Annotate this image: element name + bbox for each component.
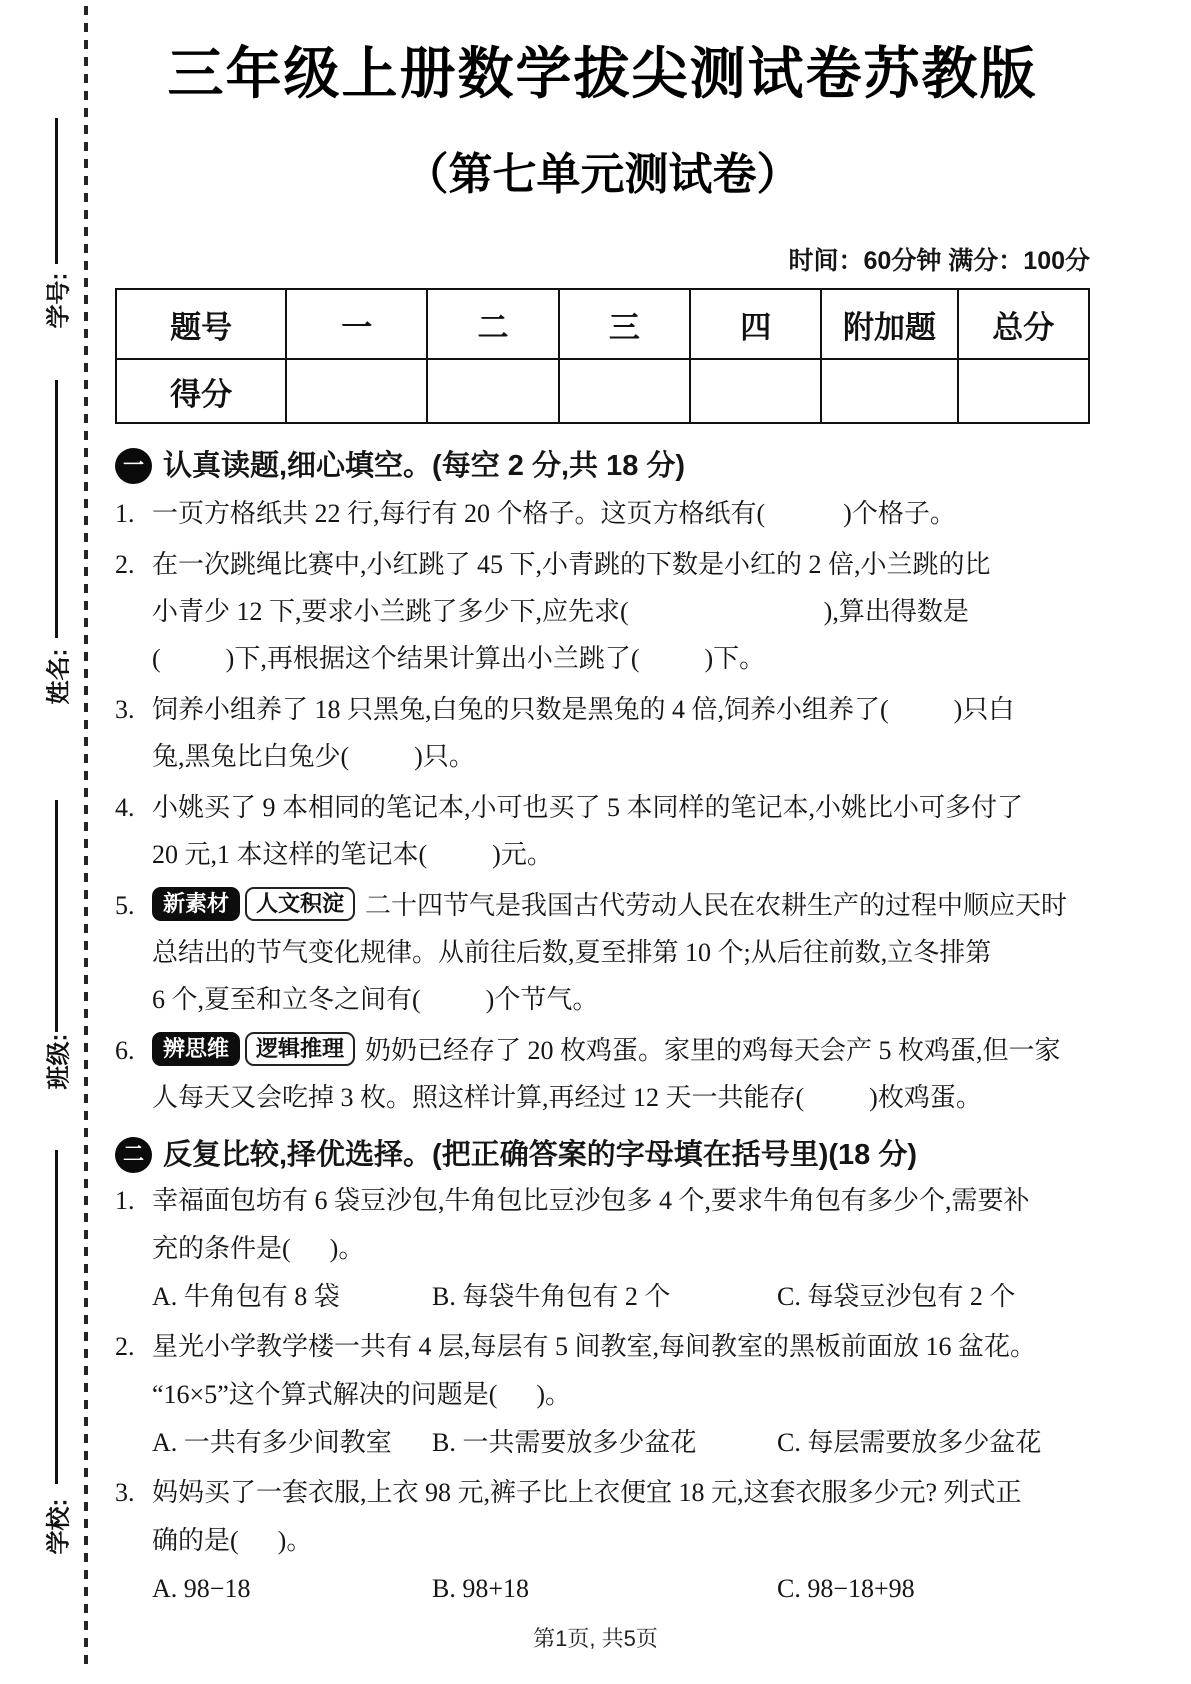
question-line: 饲养小组养了 18 只黑兔,白兔的只数是黑兔的 4 倍,饲养小组养了( )只白	[152, 695, 1015, 724]
score-table-col: 四	[690, 289, 821, 359]
score-table-col: 三	[559, 289, 690, 359]
student-id-label: 学号:	[45, 272, 73, 329]
section-2	[115, 1135, 1090, 1613]
question-number: 2.	[115, 550, 135, 579]
question-number: 3.	[115, 695, 135, 724]
choices-row	[152, 1419, 1090, 1467]
question-line: 妈妈买了一套衣服,上衣 98 元,裤子比上衣便宜 18 元,这套衣服多少元? 列式正	[152, 1478, 1022, 1507]
question-line: 在一次跳绳比赛中,小红跳了 45 下,小青跳的下数是小红的 2 倍,小兰跳的比	[152, 550, 991, 579]
tag-logic-reasoning: 逻辑推理	[245, 1032, 355, 1066]
section-1-header	[115, 446, 1090, 486]
score-row-label: 得分	[116, 359, 286, 423]
choice-c: C. 98−18+98	[777, 1574, 915, 1603]
question-line: 充的条件是( )。	[152, 1234, 365, 1263]
question-s1-1	[115, 490, 1090, 537]
question-number: 6.	[115, 1036, 135, 1065]
question-line: 总结出的节气变化规律。从前往后数,夏至排第 10 个;从后往前数,立冬排第	[152, 938, 992, 967]
question-line: 星光小学教学楼一共有 4 层,每层有 5 间教室,每间教室的黑板前面放 16 盆花。	[152, 1332, 1037, 1361]
question-line: 确的是( )。	[152, 1526, 313, 1555]
choice-b: B. 每袋牛角包有 2 个	[432, 1282, 671, 1311]
section-2-header	[115, 1135, 1090, 1175]
section-2-title: 反复比较,择优选择。(把正确答案的字母填在括号里)(18 分)	[163, 1139, 918, 1171]
tag-humanities: 人文积淀	[245, 887, 355, 921]
choice-b: B. 一共需要放多少盆花	[432, 1428, 697, 1457]
test-paper	[115, 0, 1090, 1613]
score-table-col: 附加题	[821, 289, 957, 359]
choice-b: B. 98+18	[432, 1574, 530, 1603]
question-tags	[152, 887, 355, 921]
choice-c: C. 每袋豆沙包有 2 个	[777, 1282, 1016, 1311]
question-s1-6	[115, 1027, 1090, 1121]
question-line: “16×5”这个算式解决的问题是( )。	[152, 1380, 572, 1409]
score-table	[115, 288, 1090, 424]
score-table-score-row	[116, 359, 1089, 423]
score-cell-empty	[958, 359, 1089, 423]
question-text: 奶奶已经存了 20 枚鸡蛋。家里的鸡每天会产 5 枚鸡蛋,但一家	[365, 1036, 1061, 1065]
question-s2-3	[115, 1469, 1090, 1613]
question-line: ( )下,再根据这个结果计算出小兰跳了( )下。	[152, 644, 766, 673]
section-1-badge: 一	[115, 448, 152, 484]
choice-a: A. 牛角包有 8 袋	[152, 1282, 340, 1311]
left-margin	[0, 0, 110, 1684]
choice-c: C. 每层需要放多少盆花	[777, 1428, 1042, 1457]
score-cell-empty	[690, 359, 821, 423]
question-number: 1.	[115, 499, 135, 528]
question-line	[152, 882, 1090, 929]
time-score-meta: 时间：60分钟 满分：100分	[788, 247, 1090, 275]
page-title: 三年级上册数学拔尖测试卷苏教版	[167, 42, 1038, 105]
question-line: 幸福面包坊有 6 袋豆沙包,牛角包比豆沙包多 4 个,要求牛角包有多少个,需要补	[152, 1186, 1030, 1215]
score-table-col: 总分	[958, 289, 1089, 359]
class-label: 班级:	[45, 1033, 73, 1090]
score-table-corner: 题号	[116, 289, 286, 359]
question-line: 人每天又会吃掉 3 枚。照这样计算,再经过 12 天一共能存( )枚鸡蛋。	[152, 1083, 982, 1112]
section-2-badge: 二	[115, 1137, 152, 1173]
score-cell-empty	[821, 359, 957, 423]
question-number: 5.	[115, 891, 135, 920]
score-table-col: 一	[286, 289, 427, 359]
choices-row	[152, 1273, 1090, 1321]
question-line: 小青少 12 下,要求小兰跳了多少下,应先求( ),算出得数是	[152, 597, 969, 626]
question-s1-5	[115, 882, 1090, 1023]
score-cell-empty	[559, 359, 690, 423]
question-number: 3.	[115, 1478, 135, 1507]
question-number: 4.	[115, 793, 135, 822]
question-text: 二十四节气是我国古代劳动人民在农耕生产的过程中顺应天时	[365, 891, 1068, 920]
name-label: 姓名:	[45, 648, 73, 705]
question-line	[152, 1027, 1090, 1074]
question-s1-2	[115, 541, 1090, 682]
question-line: 兔,黑兔比白兔少( )只。	[152, 742, 475, 771]
score-cell-empty	[427, 359, 558, 423]
question-s2-2	[115, 1323, 1090, 1467]
question-line: 20 元,1 本这样的笔记本( )元。	[152, 840, 553, 869]
cut-dashed-line	[84, 6, 88, 1664]
question-tags	[152, 1032, 355, 1066]
question-line: 小姚买了 9 本相同的笔记本,小可也买了 5 本同样的笔记本,小姚比小可多付了	[152, 793, 1024, 822]
question-s1-3	[115, 686, 1090, 780]
student-id-write-line	[55, 118, 58, 264]
question-s1-4	[115, 784, 1090, 878]
section-1-title: 认真读题,细心填空。(每空 2 分,共 18 分)	[163, 450, 686, 482]
school-write-line	[55, 1150, 58, 1484]
name-write-line	[55, 380, 58, 638]
question-s2-1	[115, 1177, 1090, 1321]
score-cell-empty	[286, 359, 427, 423]
question-number: 2.	[115, 1332, 135, 1361]
question-line: 一页方格纸共 22 行,每行有 20 个格子。这页方格纸有( )个格子。	[152, 499, 956, 528]
choice-a: A. 一共有多少间教室	[152, 1428, 392, 1457]
score-table-header-row	[116, 289, 1089, 359]
choices-row	[152, 1565, 1090, 1613]
class-write-line	[55, 800, 58, 1032]
choice-a: A. 98−18	[152, 1574, 251, 1603]
tag-thinking: 辨思维	[152, 1032, 240, 1066]
page-subtitle: （第七单元测试卷）	[404, 150, 801, 199]
question-line: 6 个,夏至和立冬之间有( )个节气。	[152, 985, 599, 1014]
question-number: 1.	[115, 1186, 135, 1215]
score-table-col: 二	[427, 289, 558, 359]
page-footer: 第1页, 共5页	[533, 1626, 658, 1651]
school-label: 学校:	[45, 1498, 73, 1555]
tag-new-material: 新素材	[152, 887, 240, 921]
